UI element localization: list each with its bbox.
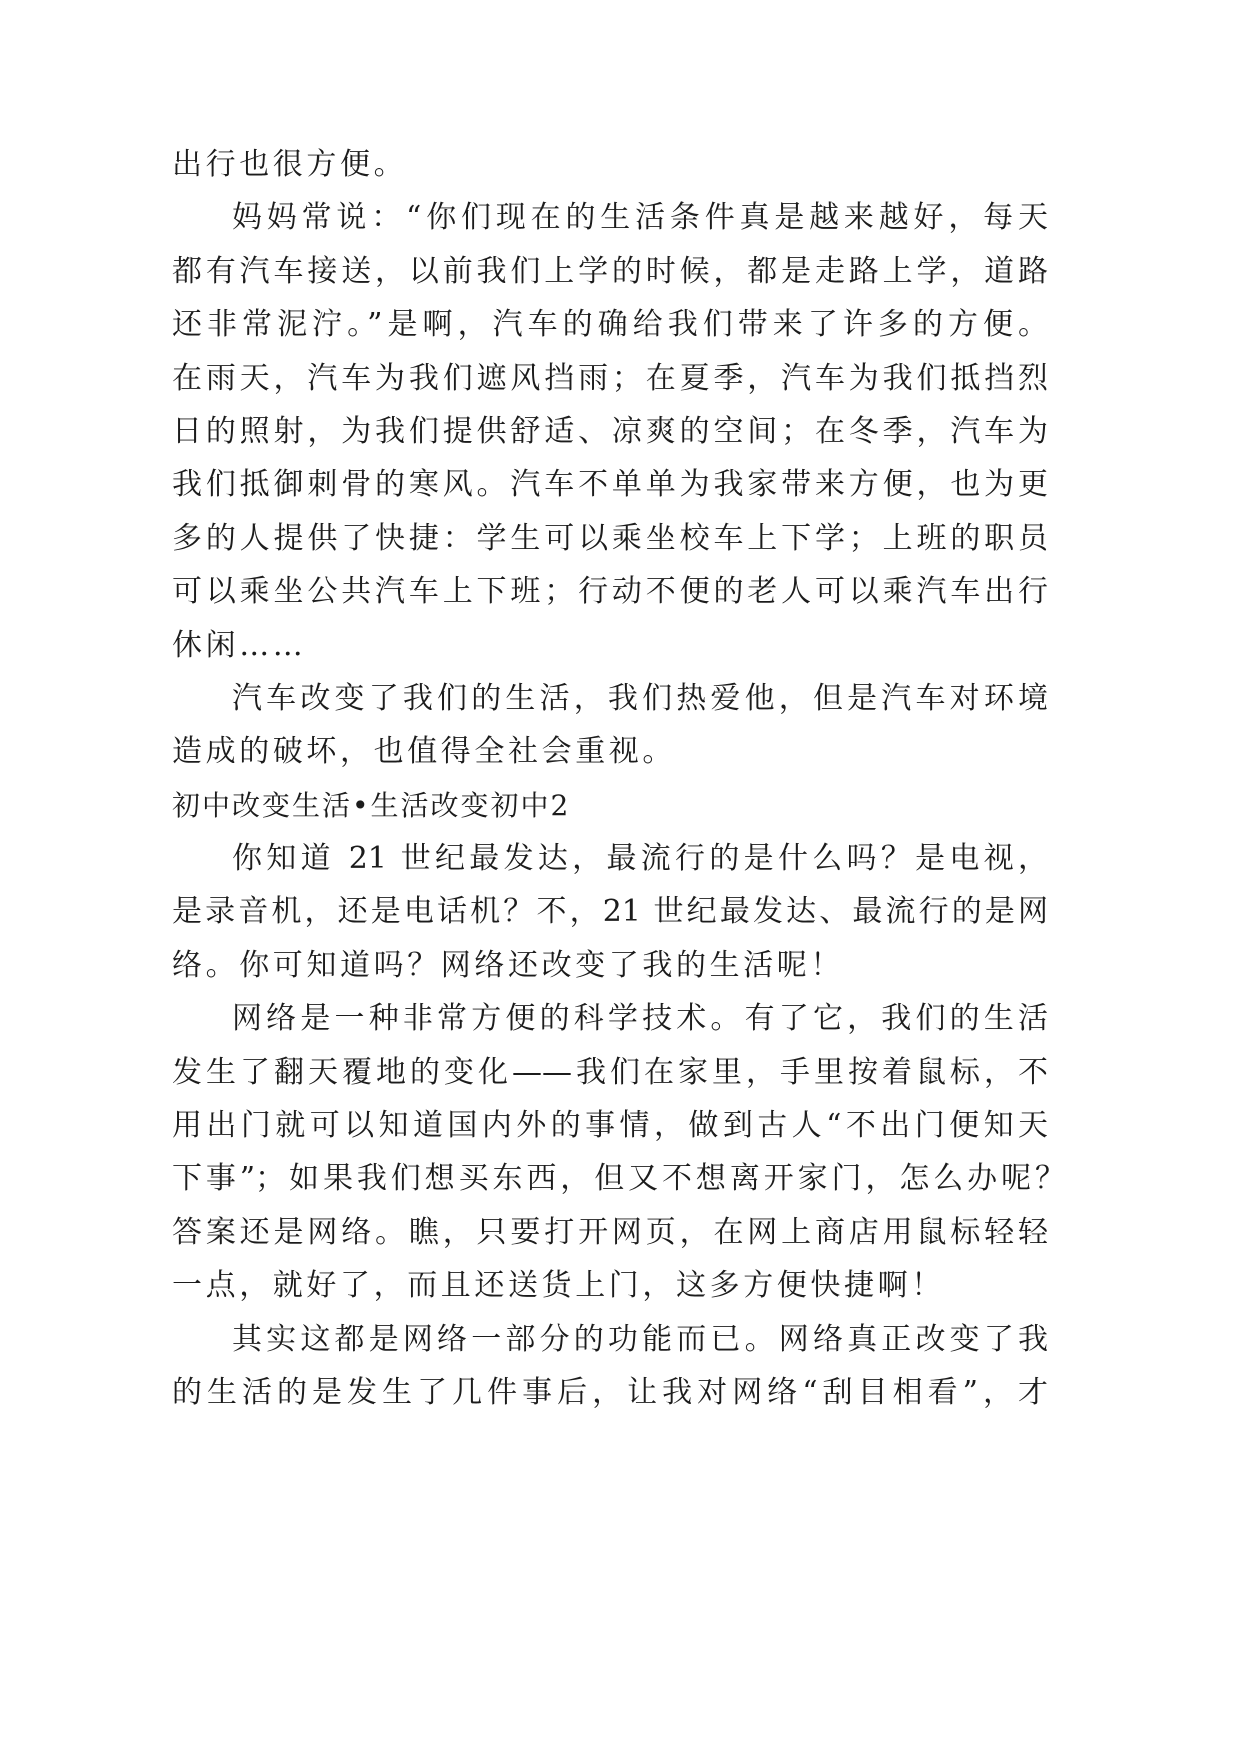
paragraph-line: 我们抵御刺骨的寒风。汽车不单单为我家带来方便，也为更 bbox=[172, 467, 1048, 503]
paragraph-line: 网络是一种非常方便的科学技术。有了它，我们的生活 bbox=[232, 1001, 1048, 1037]
paragraph bbox=[172, 138, 1048, 191]
paragraph-line: 一点，就好了，而且还送货上门，这多方便快捷啊！ bbox=[172, 1268, 945, 1304]
paragraph-line: 下事”；如果我们想买东西，但又不想离开家门，怎么办呢？ bbox=[172, 1161, 1065, 1197]
paragraph-line: 在雨天，汽车为我们遮风挡雨；在夏季，汽车为我们抵挡烈 bbox=[172, 360, 1048, 396]
paragraph-line: 都有汽车接送，以前我们上学的时候，都是走路上学，道路 bbox=[172, 253, 1048, 289]
paragraph bbox=[172, 832, 1048, 992]
paragraph bbox=[172, 992, 1065, 1312]
paragraph-line: 你知道 21 世纪最发达，最流行的是什么吗？是电视， bbox=[232, 841, 1048, 877]
paragraph-line: 还非常泥泞。”是啊，汽车的确给我们带来了许多的方便。 bbox=[172, 307, 1048, 343]
paragraph-line: 其实这都是网络一部分的功能而已。网络真正改变了我 bbox=[232, 1321, 1048, 1357]
paragraph-line: 多的人提供了快捷：学生可以乘坐校车上下学；上班的职员 bbox=[172, 520, 1048, 556]
paragraph-line: 休闲…… bbox=[172, 627, 307, 663]
paragraph-line: 用出门就可以知道国内外的事情，做到古人“不出门便知天 bbox=[172, 1108, 1048, 1144]
paragraph-line: 发生了翻天覆地的变化——我们在家里，手里按着鼠标，不 bbox=[172, 1054, 1048, 1090]
paragraph-line: 出行也很方便。 bbox=[172, 147, 408, 182]
paragraph-line: 的生活的是发生了几件事后，让我对网络“刮目相看”，才 bbox=[172, 1374, 1048, 1410]
paragraph-line: 可以乘坐公共汽车上下班；行动不便的老人可以乘汽车出行 bbox=[172, 574, 1048, 610]
paragraph-line: 汽车改变了我们的生活，我们热爱他，但是汽车对环境 bbox=[232, 680, 1048, 716]
paragraph-line: 是录音机，还是电话机？不，21 世纪最发达、最流行的是网 bbox=[172, 894, 1048, 930]
paragraph-line: 日的照射，为我们提供舒适、凉爽的空间；在冬季，汽车为 bbox=[172, 413, 1048, 449]
paragraph-line: 妈妈常说：“你们现在的生活条件真是越来越好，每天 bbox=[232, 200, 1048, 236]
paragraph-line: 造成的破坏，也值得全社会重视。 bbox=[172, 734, 676, 770]
paragraph-line: 答案还是网络。瞧，只要打开网页，在网上商店用鼠标轻轻 bbox=[172, 1214, 1048, 1250]
document-body bbox=[172, 138, 1065, 1419]
section-heading: 初中改变生活•生活改变初中2 bbox=[172, 788, 571, 822]
paragraph bbox=[172, 1313, 1048, 1420]
paragraph bbox=[172, 191, 1048, 672]
paragraph-line: 络。你可知道吗？网络还改变了我的生活呢！ bbox=[172, 947, 844, 983]
paragraph bbox=[172, 672, 1048, 779]
